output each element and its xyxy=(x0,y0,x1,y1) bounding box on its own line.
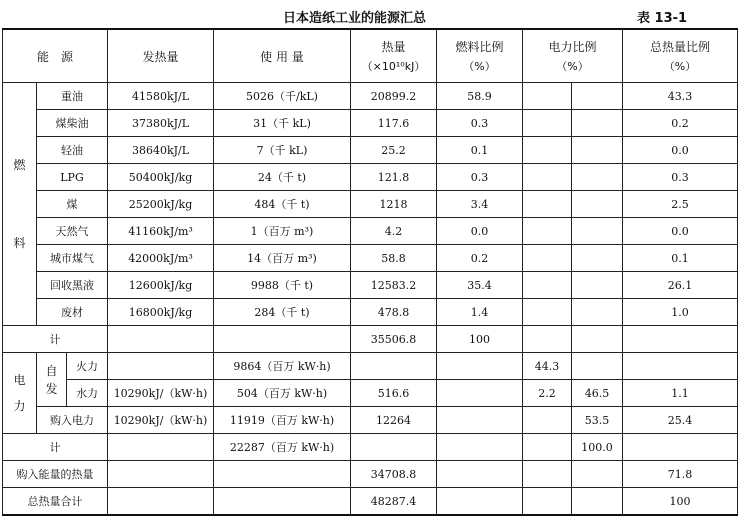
total-ratio: 0.3 xyxy=(623,164,738,191)
empty-cell xyxy=(523,461,572,488)
power-ratio-2 xyxy=(572,299,623,326)
power-group-char-1: 电 xyxy=(13,373,26,387)
total-ratio: 0.1 xyxy=(623,245,738,272)
total-ratio: 0.0 xyxy=(623,137,738,164)
header-heat-label: 热量 xyxy=(381,40,406,54)
power-subtotal-row xyxy=(3,434,738,461)
table-row xyxy=(3,164,738,191)
grand-total-heat: 48287.4 xyxy=(351,488,437,516)
fuel-usage: 484（千 t) xyxy=(214,191,351,218)
power-purchased-usage: 11919（百万 kW·h) xyxy=(214,407,351,434)
power-subtotal-ratio-2: 100.0 xyxy=(572,434,623,461)
fuel-heat: 1218 xyxy=(351,191,437,218)
power-ratio-1 xyxy=(523,191,572,218)
table-row xyxy=(3,218,738,245)
fuel-calorific: 12600kJ/kg xyxy=(108,272,214,299)
empty-cell xyxy=(437,434,523,461)
fuel-ratio: 35.4 xyxy=(437,272,523,299)
header-total-ratio xyxy=(623,29,738,83)
power-hydro-name: 水力 xyxy=(67,380,108,407)
fuel-name: LPG xyxy=(37,164,108,191)
table-row xyxy=(3,272,738,299)
empty-cell xyxy=(437,461,523,488)
fuel-group-label xyxy=(3,83,37,326)
power-ratio-1 xyxy=(523,299,572,326)
total-ratio: 43.3 xyxy=(623,83,738,110)
power-ratio-2 xyxy=(572,110,623,137)
power-purchased-name: 购入电力 xyxy=(37,407,108,434)
fuel-subtotal-label: 计 xyxy=(3,326,108,353)
header-total-ratio-label: 总热量比例 xyxy=(650,40,711,54)
fuel-name: 城市煤气 xyxy=(37,245,108,272)
fuel-usage: 24（千 t) xyxy=(214,164,351,191)
power-hydro-heat: 516.6 xyxy=(351,380,437,407)
fuel-ratio: 58.9 xyxy=(437,83,523,110)
fuel-ratio: 0.3 xyxy=(437,110,523,137)
fuel-heat: 20899.2 xyxy=(351,83,437,110)
fuel-ratio: 3.4 xyxy=(437,191,523,218)
fuel-usage: 7（千 kL) xyxy=(214,137,351,164)
power-hydro-calorific: 10290kJ/（kW·h) xyxy=(108,380,214,407)
power-ratio-1 xyxy=(523,164,572,191)
fuel-calorific: 38640kJ/L xyxy=(108,137,214,164)
grand-total-ratio: 100 xyxy=(623,488,738,516)
power-purchased-row xyxy=(3,407,738,434)
self-char-1: 自 xyxy=(45,363,58,378)
self-generated-label xyxy=(37,353,67,407)
table-row xyxy=(3,83,738,110)
table-row xyxy=(3,299,738,326)
power-thermal-row xyxy=(3,353,738,380)
power-hydro-ratio-2: 46.5 xyxy=(572,380,623,407)
header-usage: 使 用 量 xyxy=(214,29,351,83)
total-ratio: 0.0 xyxy=(623,218,738,245)
fuel-calorific: 50400kJ/kg xyxy=(108,164,214,191)
fuel-ratio: 0.1 xyxy=(437,137,523,164)
table-title-bar xyxy=(0,5,739,27)
fuel-ratio: 0.3 xyxy=(437,164,523,191)
header-calorific: 发热量 xyxy=(108,29,214,83)
empty-cell xyxy=(572,461,623,488)
power-purchased-heat: 12264 xyxy=(351,407,437,434)
total-ratio: 0.2 xyxy=(623,110,738,137)
fuel-calorific: 42000kJ/m³ xyxy=(108,245,214,272)
energy-summary-table xyxy=(2,28,738,516)
total-ratio: 2.5 xyxy=(623,191,738,218)
power-ratio-2 xyxy=(572,83,623,110)
empty-cell xyxy=(214,326,351,353)
fuel-calorific: 16800kJ/kg xyxy=(108,299,214,326)
empty-cell xyxy=(623,434,738,461)
total-ratio: 26.1 xyxy=(623,272,738,299)
fuel-usage: 5026（千/kL) xyxy=(214,83,351,110)
header-fuel-ratio-label: 燃料比例 xyxy=(455,40,504,54)
fuel-usage: 31（千 kL) xyxy=(214,110,351,137)
header-heat-unit: （×10¹⁰kJ） xyxy=(361,60,426,73)
power-ratio-2 xyxy=(572,218,623,245)
purchased-heat-value: 34708.8 xyxy=(351,461,437,488)
power-ratio-2 xyxy=(572,191,623,218)
header-energy: 能 源 xyxy=(3,29,108,83)
total-ratio: 1.0 xyxy=(623,299,738,326)
header-total-ratio-unit: （%） xyxy=(663,60,697,73)
empty-cell xyxy=(214,461,351,488)
header-power-ratio-unit: （%） xyxy=(556,60,589,73)
fuel-heat: 25.2 xyxy=(351,137,437,164)
empty-cell xyxy=(523,434,572,461)
fuel-subtotal-ratio: 100 xyxy=(437,326,523,353)
power-ratio-2 xyxy=(572,245,623,272)
table-row xyxy=(3,137,738,164)
empty-cell xyxy=(572,326,623,353)
power-ratio-2 xyxy=(572,272,623,299)
fuel-group-char-1: 燃 xyxy=(13,158,26,172)
empty-cell xyxy=(572,353,623,380)
power-ratio-1 xyxy=(523,83,572,110)
fuel-name: 煤 xyxy=(37,191,108,218)
fuel-heat: 12583.2 xyxy=(351,272,437,299)
empty-cell xyxy=(437,353,523,380)
self-char-2: 发 xyxy=(45,381,58,396)
fuel-name: 煤柴油 xyxy=(37,110,108,137)
power-purchased-total: 25.4 xyxy=(623,407,738,434)
fuel-heat: 121.8 xyxy=(351,164,437,191)
power-purchased-ratio-2: 53.5 xyxy=(572,407,623,434)
fuel-ratio: 0.0 xyxy=(437,218,523,245)
power-group-char-2: 力 xyxy=(13,399,26,413)
header-power-ratio-label: 电力比例 xyxy=(548,40,597,54)
power-ratio-1 xyxy=(523,245,572,272)
header-heat xyxy=(351,29,437,83)
fuel-group-char-2: 料 xyxy=(13,236,26,250)
power-subtotal-usage: 22287（百万 kW·h) xyxy=(214,434,351,461)
fuel-usage: 14（百万 m³) xyxy=(214,245,351,272)
fuel-subtotal-heat: 35506.8 xyxy=(351,326,437,353)
fuel-calorific: 41580kJ/L xyxy=(108,83,214,110)
power-hydro-usage: 504（百万 kW·h) xyxy=(214,380,351,407)
purchased-heat-total: 71.8 xyxy=(623,461,738,488)
power-hydro-row xyxy=(3,380,738,407)
empty-cell xyxy=(108,461,214,488)
empty-cell xyxy=(437,407,523,434)
empty-cell xyxy=(351,353,437,380)
power-ratio-1 xyxy=(523,272,572,299)
power-ratio-2 xyxy=(572,164,623,191)
fuel-calorific: 25200kJ/kg xyxy=(108,191,214,218)
fuel-ratio: 0.2 xyxy=(437,245,523,272)
power-ratio-2 xyxy=(572,137,623,164)
power-ratio-1 xyxy=(523,110,572,137)
empty-cell xyxy=(108,434,214,461)
table-row xyxy=(3,245,738,272)
power-thermal-name: 火力 xyxy=(67,353,108,380)
empty-cell xyxy=(108,326,214,353)
power-thermal-usage: 9864（百万 kW·h) xyxy=(214,353,351,380)
table-row xyxy=(3,191,738,218)
header-row xyxy=(3,29,738,83)
header-fuel-ratio-unit: （%） xyxy=(463,60,496,73)
fuel-heat: 117.6 xyxy=(351,110,437,137)
purchased-heat-row xyxy=(3,461,738,488)
fuel-subtotal-row xyxy=(3,326,738,353)
grand-total-label: 总热量合计 xyxy=(3,488,108,516)
fuel-name: 重油 xyxy=(37,83,108,110)
table-number: 表 13-1 xyxy=(637,11,688,26)
empty-cell xyxy=(523,407,572,434)
header-fuel-ratio xyxy=(437,29,523,83)
power-thermal-ratio-1: 44.3 xyxy=(523,353,572,380)
fuel-heat: 58.8 xyxy=(351,245,437,272)
table-title: 日本造纸工业的能源汇总 xyxy=(283,11,427,26)
empty-cell xyxy=(623,353,738,380)
power-group-label xyxy=(3,353,37,434)
fuel-name: 废材 xyxy=(37,299,108,326)
power-subtotal-label: 计 xyxy=(3,434,108,461)
table-row xyxy=(3,110,738,137)
fuel-usage: 284（千 t) xyxy=(214,299,351,326)
power-hydro-ratio-1: 2.2 xyxy=(523,380,572,407)
empty-cell xyxy=(437,380,523,407)
fuel-heat: 4.2 xyxy=(351,218,437,245)
fuel-calorific: 41160kJ/m³ xyxy=(108,218,214,245)
fuel-calorific: 37380kJ/L xyxy=(108,110,214,137)
fuel-name: 轻油 xyxy=(37,137,108,164)
power-ratio-1 xyxy=(523,218,572,245)
fuel-usage: 9988（千 t) xyxy=(214,272,351,299)
power-hydro-total: 1.1 xyxy=(623,380,738,407)
empty-cell xyxy=(108,353,214,380)
empty-cell xyxy=(351,434,437,461)
purchased-heat-label: 购入能量的热量 xyxy=(3,461,108,488)
power-ratio-1 xyxy=(523,137,572,164)
power-purchased-calorific: 10290kJ/（kW·h) xyxy=(108,407,214,434)
empty-cell xyxy=(623,326,738,353)
fuel-name: 回收黑液 xyxy=(37,272,108,299)
header-power-ratio xyxy=(523,29,623,83)
fuel-heat: 478.8 xyxy=(351,299,437,326)
empty-cell xyxy=(523,326,572,353)
fuel-usage: 1（百万 m³) xyxy=(214,218,351,245)
fuel-name: 天然气 xyxy=(37,218,108,245)
fuel-ratio: 1.4 xyxy=(437,299,523,326)
